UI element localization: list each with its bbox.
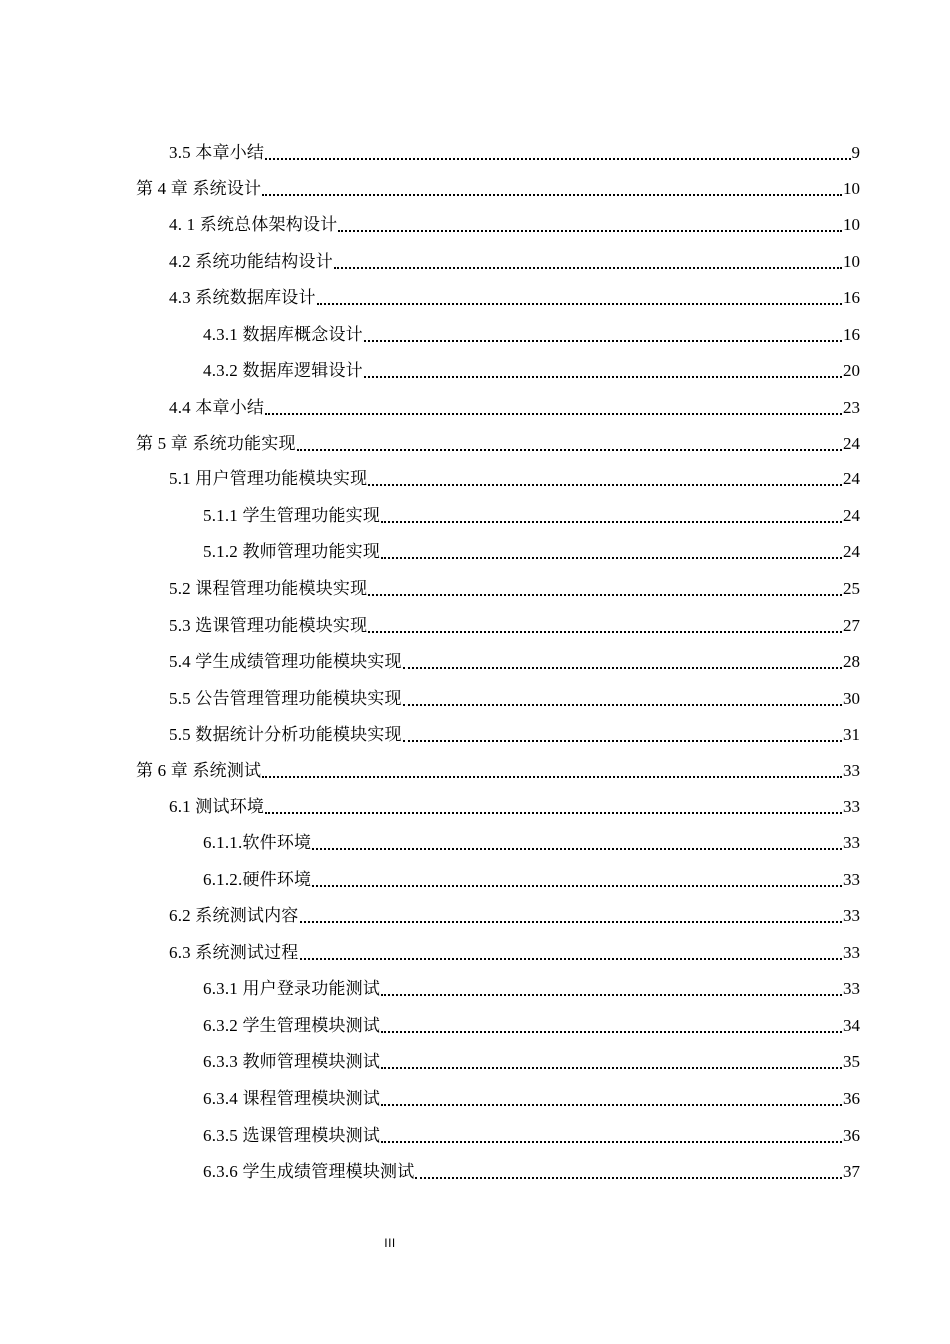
- toc-entry[interactable]: [169, 682, 860, 710]
- dot-leader: [317, 303, 842, 305]
- toc-entry-page: 33: [843, 833, 860, 852]
- toc-entry[interactable]: [203, 499, 860, 527]
- toc-entry-page: 9: [851, 143, 860, 162]
- dot-leader: [381, 1141, 842, 1143]
- toc-entry-page: 33: [843, 870, 860, 889]
- dot-leader: [265, 158, 850, 160]
- toc-entry-page: 33: [843, 797, 860, 816]
- toc-entry-label: 6.3.4 课程管理模块测试: [203, 1089, 381, 1108]
- toc-entry-label: 5.5 数据统计分析功能模块实现: [169, 725, 402, 744]
- toc-entry-page: 35: [843, 1052, 860, 1071]
- toc-entry-page: 24: [843, 469, 860, 488]
- toc-entry[interactable]: [169, 899, 860, 927]
- toc-entry-label: 5.2 课程管理功能模块实现: [169, 579, 368, 598]
- dot-leader: [381, 1067, 842, 1069]
- dot-leader: [265, 812, 842, 814]
- dot-leader: [403, 704, 842, 706]
- dot-leader: [262, 194, 842, 196]
- toc-entry-page: 28: [843, 652, 860, 671]
- toc-entry[interactable]: [169, 208, 860, 236]
- toc-entry[interactable]: [169, 136, 860, 164]
- toc-entry-page: 25: [843, 579, 860, 598]
- toc-entry-page: 37: [843, 1162, 860, 1181]
- dot-leader: [403, 740, 842, 742]
- dot-leader: [265, 413, 842, 415]
- toc-entry-page: 10: [843, 215, 860, 234]
- toc-entry[interactable]: [136, 172, 860, 200]
- dot-leader: [368, 594, 842, 596]
- toc-entry[interactable]: [203, 826, 860, 854]
- dot-leader: [364, 340, 842, 342]
- toc-entry-label: 6.3.6 学生成绩管理模块测试: [203, 1162, 415, 1181]
- toc-entry-label: 4.4 本章小结: [169, 398, 265, 417]
- toc-entry[interactable]: [169, 609, 860, 637]
- toc-entry[interactable]: [169, 936, 860, 964]
- toc-entry[interactable]: [203, 1155, 860, 1183]
- toc-entry-label: 6.1.2.硬件环境: [203, 870, 312, 889]
- toc-entry[interactable]: [136, 754, 860, 782]
- toc-entry[interactable]: [203, 863, 860, 891]
- dot-leader: [381, 1104, 842, 1106]
- dot-leader: [368, 484, 842, 486]
- toc-entry-label: 6.3.1 用户登录功能测试: [203, 979, 381, 998]
- toc-entry[interactable]: [203, 318, 860, 346]
- toc-entry[interactable]: [169, 462, 860, 490]
- toc-entry-label: 5.1.2 教师管理功能实现: [203, 542, 381, 561]
- dot-leader: [415, 1177, 842, 1179]
- toc-entry[interactable]: [169, 245, 860, 273]
- toc-entry-page: 23: [843, 398, 860, 417]
- toc-entry-page: 30: [843, 689, 860, 708]
- toc-entry-label: 第 4 章 系统设计: [136, 179, 262, 198]
- toc-entry-label: 4.3.2 数据库逻辑设计: [203, 361, 363, 380]
- toc-entry-page: 33: [843, 761, 860, 780]
- toc-entry-page: 31: [843, 725, 860, 744]
- toc-entry[interactable]: [203, 1082, 860, 1110]
- toc-entry-label: 4.3.1 数据库概念设计: [203, 325, 363, 344]
- dot-leader: [381, 1031, 842, 1033]
- toc-entry-page: 16: [843, 325, 860, 344]
- toc-entry[interactable]: [203, 1119, 860, 1147]
- toc-entry-page: 10: [843, 252, 860, 271]
- toc-entry-page: 24: [843, 506, 860, 525]
- toc-entry-label: 6.3.5 选课管理模块测试: [203, 1126, 381, 1145]
- toc-entry-page: 10: [843, 179, 860, 198]
- toc-entry-label: 6.3.3 教师管理模块测试: [203, 1052, 381, 1071]
- toc-entry-label: 4.3 系统数据库设计: [169, 288, 316, 307]
- toc-entry-page: 24: [843, 434, 860, 453]
- dot-leader: [368, 631, 842, 633]
- dot-leader: [297, 449, 842, 451]
- toc-entry-page: 33: [843, 979, 860, 998]
- toc-entry-page: 33: [843, 943, 860, 962]
- toc-entry[interactable]: [136, 427, 860, 455]
- toc-entry-label: 5.5 公告管理管理功能模块实现: [169, 689, 402, 708]
- toc-entry[interactable]: [169, 572, 860, 600]
- toc-entry[interactable]: [203, 1045, 860, 1073]
- toc-entry-label: 第 6 章 系统测试: [136, 761, 262, 780]
- dot-leader: [381, 994, 842, 996]
- dot-leader: [300, 958, 843, 960]
- page-number-footer: III: [384, 1236, 396, 1250]
- toc-entry[interactable]: [203, 354, 860, 382]
- toc-entry-label: 5.3 选课管理功能模块实现: [169, 616, 368, 635]
- toc-entry-label: 6.3.2 学生管理模块测试: [203, 1016, 381, 1035]
- dot-leader: [381, 521, 842, 523]
- dot-leader: [338, 230, 842, 232]
- dot-leader: [312, 885, 842, 887]
- toc-entry-label: 6.1 测试环境: [169, 797, 265, 816]
- toc-entry-label: 5.1.1 学生管理功能实现: [203, 506, 381, 525]
- toc-entry-page: 16: [843, 288, 860, 307]
- toc-entry-page: 33: [843, 906, 860, 925]
- toc-entry-label: 4. 1 系统总体架构设计: [169, 215, 338, 234]
- toc-entry-label: 4.2 系统功能结构设计: [169, 252, 333, 271]
- dot-leader: [364, 376, 842, 378]
- dot-leader: [403, 667, 842, 669]
- toc-entry-page: 27: [843, 616, 860, 635]
- toc-entry-page: 24: [843, 542, 860, 561]
- dot-leader: [312, 848, 842, 850]
- dot-leader: [300, 921, 843, 923]
- toc-entry-label: 5.4 学生成绩管理功能模块实现: [169, 652, 402, 671]
- toc-entry[interactable]: [203, 972, 860, 1000]
- toc-entry-page: 34: [843, 1016, 860, 1035]
- toc-entry-page: 36: [843, 1089, 860, 1108]
- toc-entry[interactable]: [169, 391, 860, 419]
- toc-entry-label: 3.5 本章小结: [169, 143, 265, 162]
- toc-entry-label: 6.1.1.软件环境: [203, 833, 312, 852]
- toc-entry-page: 20: [843, 361, 860, 380]
- toc-entry[interactable]: [203, 535, 860, 563]
- dot-leader: [262, 776, 842, 778]
- dot-leader: [381, 557, 842, 559]
- toc-entry-page: 36: [843, 1126, 860, 1145]
- toc-entry[interactable]: [169, 718, 860, 746]
- toc-entry-label: 5.1 用户管理功能模块实现: [169, 469, 368, 488]
- toc-entry[interactable]: [169, 281, 860, 309]
- toc-entry-label: 第 5 章 系统功能实现: [136, 434, 296, 453]
- toc-entry[interactable]: [169, 645, 860, 673]
- toc-entry-label: 6.2 系统测试内容: [169, 906, 299, 925]
- toc-entry[interactable]: [169, 790, 860, 818]
- dot-leader: [334, 267, 842, 269]
- toc-entry[interactable]: [203, 1009, 860, 1037]
- toc-entry-label: 6.3 系统测试过程: [169, 943, 299, 962]
